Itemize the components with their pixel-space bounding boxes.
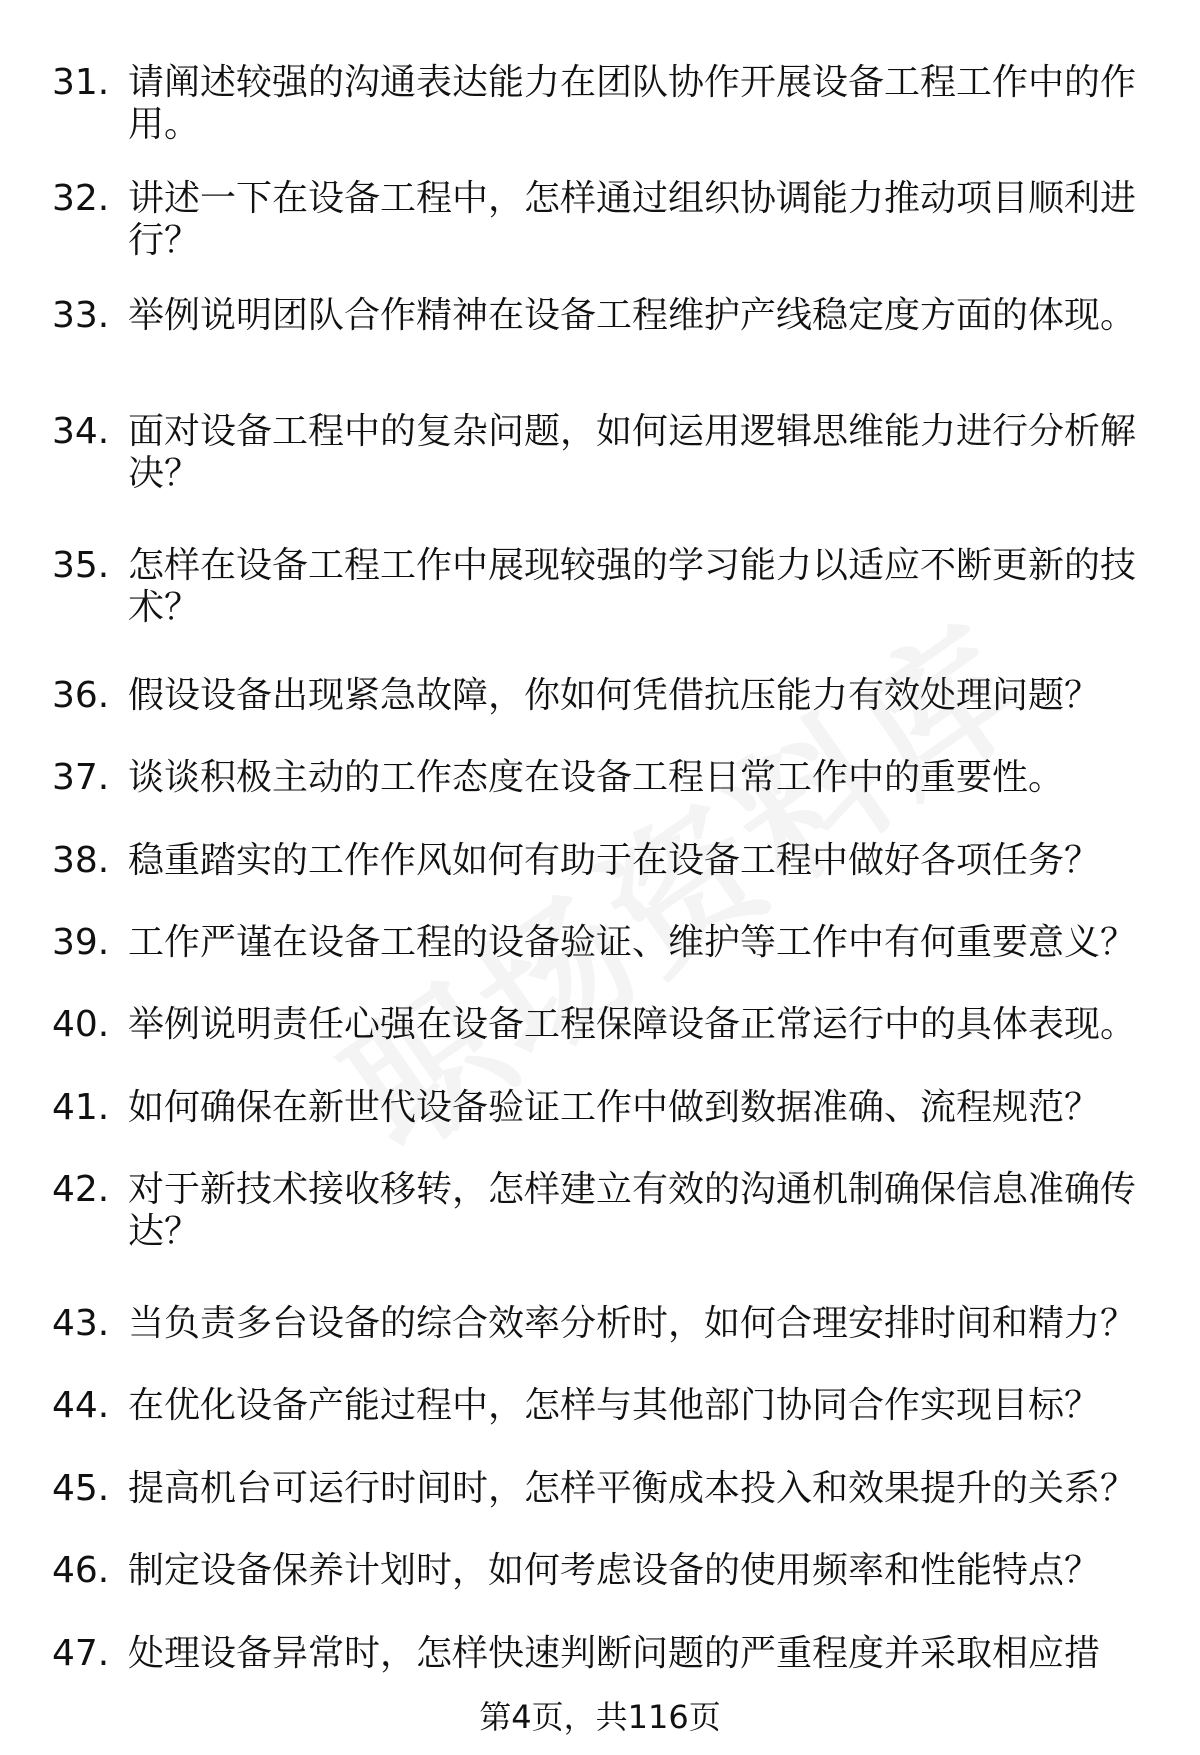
question-item: [52, 411, 1152, 495]
question-item: [52, 1087, 1152, 1129]
question-text: 举例说明团队合作精神在设备工程维护产线稳定度方面的体现。: [128, 295, 1137, 336]
question-text: 提高机台可运行时间时，怎样平衡成本投入和效果提升的关系？: [128, 1468, 1137, 1509]
question-item: [52, 545, 1152, 629]
question-text: 讲述一下在设备工程中，怎样通过组织协调能力推动项目顺利进 行？: [128, 178, 1137, 261]
question-number: 34.: [52, 411, 110, 452]
question-text: 假设设备出现紧急故障，你如何凭借抗压能力有效处理问题？: [128, 675, 1101, 716]
question-text: 在优化设备产能过程中，怎样与其他部门协同合作实现目标？: [128, 1385, 1101, 1426]
question-number: 39.: [52, 922, 110, 963]
question-number: 43.: [52, 1303, 110, 1344]
question-item: [52, 1385, 1152, 1427]
question-number: 45.: [52, 1468, 110, 1509]
question-number: 36.: [52, 675, 110, 716]
question-item: [52, 1169, 1152, 1253]
question-item: [52, 1550, 1152, 1592]
question-number: 33.: [52, 295, 110, 336]
question-item: [52, 922, 1152, 964]
question-text: 面对设备工程中的复杂问题，如何运用逻辑思维能力进行分析解 决？: [128, 411, 1137, 494]
question-item: [52, 178, 1152, 262]
question-text: 对于新技术接收移转，怎样建立有效的沟通机制确保信息准确传 达？: [128, 1169, 1137, 1252]
question-item: [52, 295, 1152, 337]
question-number: 31.: [52, 62, 110, 103]
question-text: 请阐述较强的沟通表达能力在团队协作开展设备工程工作中的作 用。: [128, 62, 1137, 145]
question-text: 稳重踏实的工作作风如何有助于在设备工程中做好各项任务？: [128, 840, 1101, 881]
question-number: 47.: [52, 1633, 110, 1674]
question-number: 37.: [52, 757, 110, 798]
question-number: 46.: [52, 1550, 110, 1591]
question-number: 44.: [52, 1385, 110, 1426]
question-text: 如何确保在新世代设备验证工作中做到数据准确、流程规范？: [128, 1087, 1101, 1128]
question-number: 35.: [52, 545, 110, 586]
question-item: [52, 840, 1152, 882]
question-item: [52, 1468, 1152, 1510]
question-number: 42.: [52, 1169, 110, 1210]
question-text: 举例说明责任心强在设备工程保障设备正常运行中的具体表现。: [128, 1004, 1137, 1045]
question-item: [52, 1303, 1152, 1345]
question-text: 谈谈积极主动的工作态度在设备工程日常工作中的重要性。: [128, 757, 1065, 798]
question-text: 当负责多台设备的综合效率分析时，如何合理安排时间和精力？: [128, 1303, 1137, 1344]
question-item: [52, 62, 1152, 146]
question-item: [52, 675, 1152, 717]
question-number: 32.: [52, 178, 110, 219]
question-item: [52, 1633, 1152, 1675]
question-number: 38.: [52, 840, 110, 881]
question-text: 处理设备异常时，怎样快速判断问题的严重程度并采取相应措: [128, 1633, 1101, 1674]
question-number: 41.: [52, 1087, 110, 1128]
question-text: 工作严谨在设备工程的设备验证、维护等工作中有何重要意义？: [128, 922, 1137, 963]
question-item: [52, 1004, 1152, 1046]
page-footer: 第4页，共116页: [479, 1698, 721, 1736]
question-text: 制定设备保养计划时，如何考虑设备的使用频率和性能特点？: [128, 1550, 1101, 1591]
question-item: [52, 757, 1152, 799]
question-text: 怎样在设备工程工作中展现较强的学习能力以适应不断更新的技 术？: [128, 545, 1137, 628]
question-number: 40.: [52, 1004, 110, 1045]
